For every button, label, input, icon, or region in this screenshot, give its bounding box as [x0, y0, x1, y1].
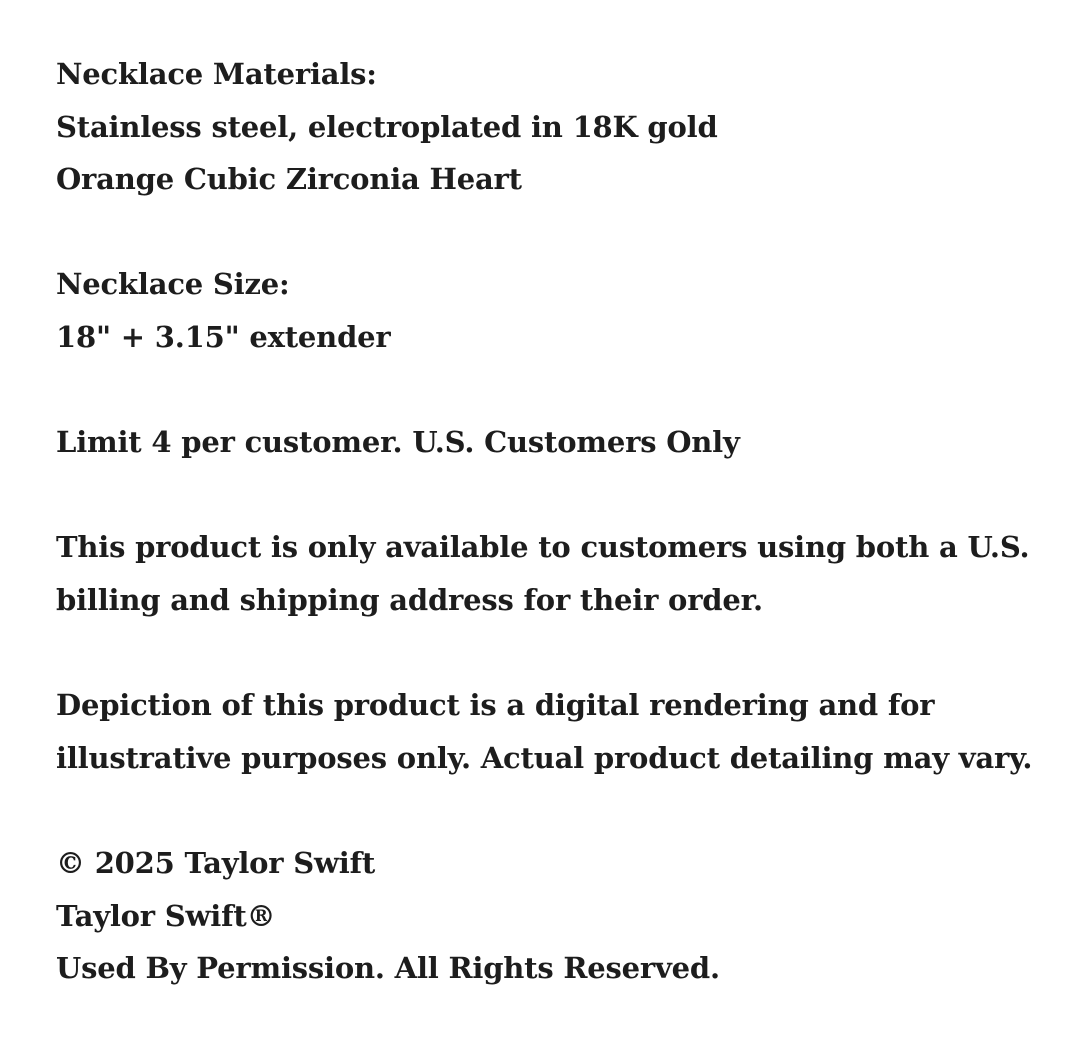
spacer [56, 469, 1046, 522]
size-section [56, 258, 1046, 363]
product-description [56, 48, 1046, 995]
materials-line-heart: Orange Cubic Zirconia Heart [56, 162, 522, 197]
copyright-line: © 2025 Taylor Swift [56, 845, 376, 880]
depiction-line-1: Depiction of this product is a digital rendering and for [56, 688, 935, 723]
materials-line-steel: Stainless steel, electroplated in 18K gold [56, 109, 718, 144]
spacer [56, 364, 1046, 417]
trademark-line: Taylor Swift® [56, 898, 276, 933]
materials-section [56, 48, 1046, 206]
size-heading: Necklace Size: [56, 267, 290, 302]
size-value: 18" + 3.15" extender [56, 319, 391, 354]
materials-heading: Necklace Materials: [56, 57, 377, 91]
depiction-line-2: illustrative purposes only. Actual product detailing may vary. [56, 740, 1033, 775]
availability-line-1: This product is only available to customers using both a U.S. [56, 530, 1030, 565]
permission-line: Used By Permission. All Rights Reserved. [56, 951, 720, 986]
spacer [56, 627, 1046, 680]
limit-section [56, 416, 1046, 469]
spacer [56, 784, 1046, 837]
availability-line-2: billing and shipping address for their order. [56, 582, 763, 617]
limit-text: Limit 4 per customer. U.S. Customers Only [56, 425, 740, 460]
depiction-section [56, 679, 1046, 784]
spacer [56, 206, 1046, 259]
copyright-section [56, 837, 1046, 995]
availability-section [56, 521, 1046, 626]
